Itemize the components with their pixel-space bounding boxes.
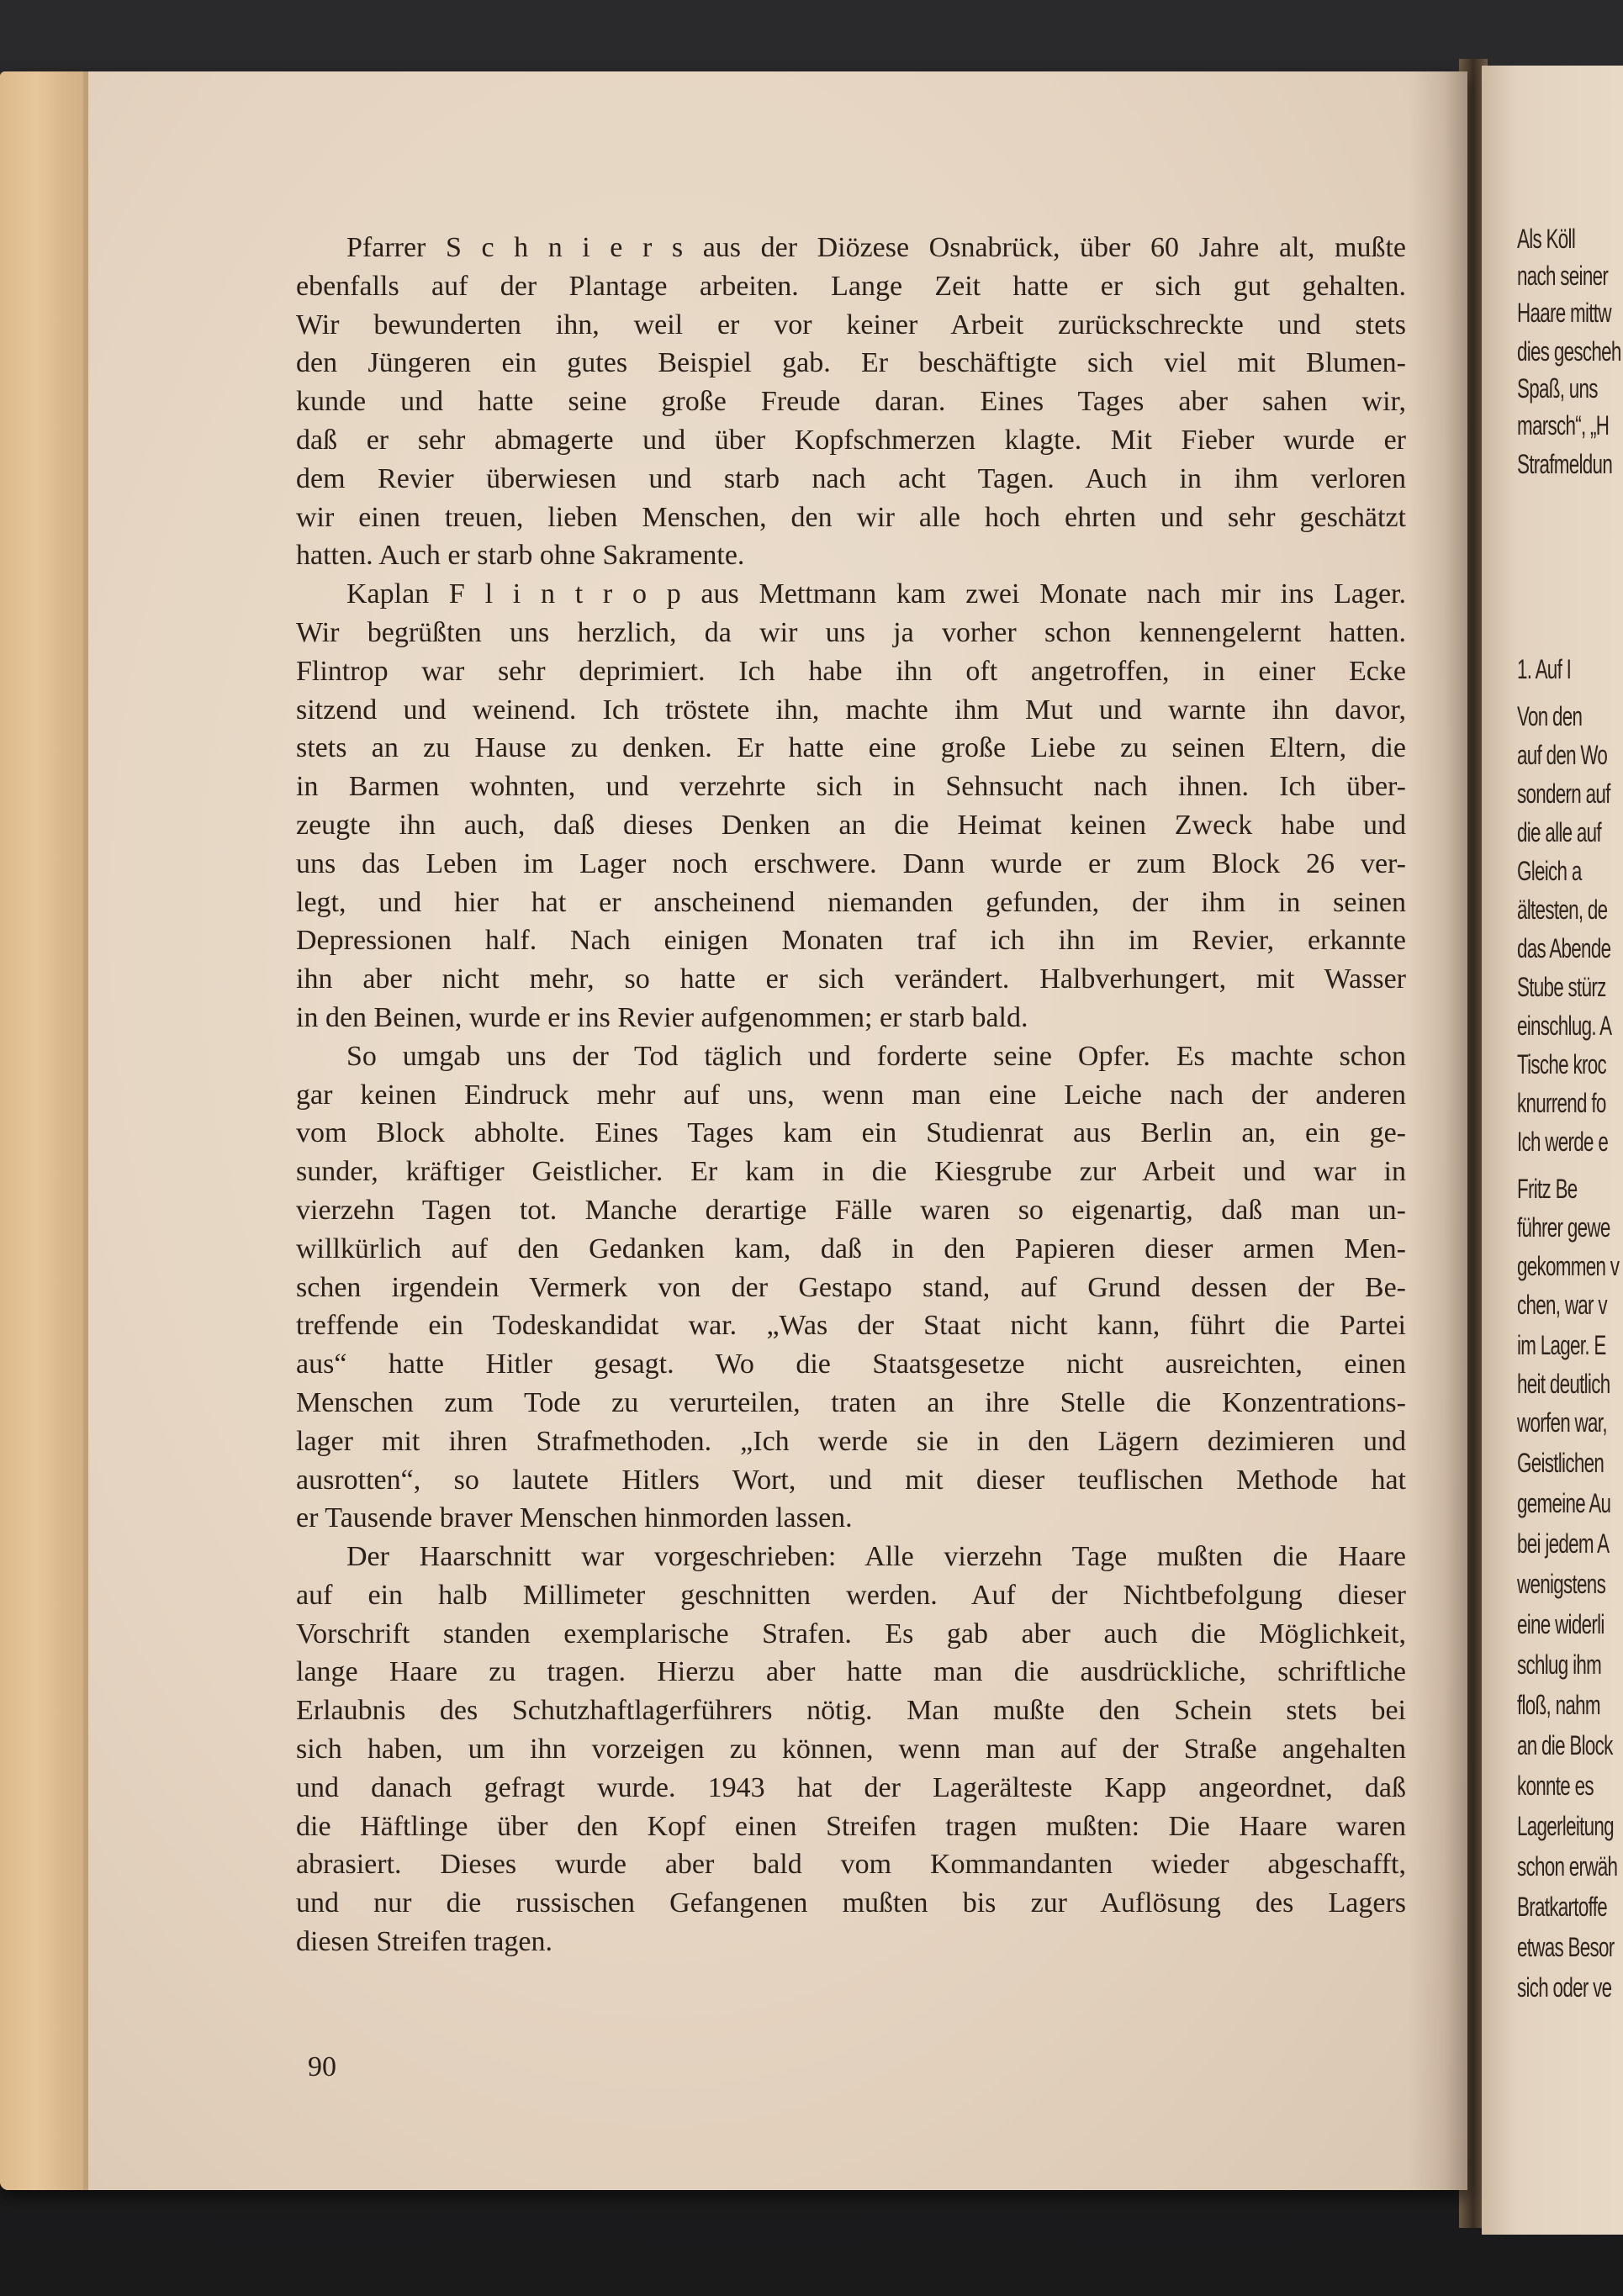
text-line: kunde und hatte seine große Freude daran. Eines Tages aber sahen wir, bbox=[296, 386, 1406, 418]
facing-page-line: im Lager. E bbox=[1517, 1330, 1606, 1360]
facing-page-line: sondern auf bbox=[1517, 779, 1610, 809]
facing-page-line: marsch“, „H bbox=[1517, 410, 1610, 441]
text-line: So umgab uns der Tod täglich und forderte seine Opfer. Es machte schon bbox=[346, 1040, 1406, 1072]
text-line: aus“ hatte Hitler gesagt. Wo die Staatsgesetze nicht ausreichten, einen bbox=[296, 1349, 1406, 1380]
facing-page-line: die alle auf bbox=[1517, 817, 1601, 847]
facing-page-line: Von den bbox=[1517, 701, 1583, 731]
text-line: sich haben, um ihn vorzeigen zu können, wenn man auf der Straße angehalten bbox=[296, 1734, 1406, 1766]
text-line: schen irgendein Vermerk von der Gestapo stand, auf Grund dessen der Be- bbox=[296, 1271, 1406, 1303]
facing-page-line: an die Block bbox=[1517, 1730, 1613, 1760]
facing-page-line: wenigstens bbox=[1517, 1569, 1606, 1599]
text-line: Wir bewunderten ihn, weil er vor keiner Arbeit zurückschreckte und stets bbox=[296, 309, 1406, 340]
facing-page-line: auf den Wo bbox=[1517, 740, 1608, 770]
facing-page-line: Geistlichen bbox=[1517, 1448, 1604, 1478]
text-line: Depressionen half. Nach einigen Monaten traf ich ihn im Revier, erkannte bbox=[296, 925, 1406, 957]
text-line: abrasiert. Dieses wurde aber bald vom Kommandanten wieder abgeschafft, bbox=[296, 1849, 1406, 1881]
text-line: daß er sehr abmagerte und über Kopfschmerzen klagte. Mit Fieber wurde er bbox=[296, 424, 1406, 456]
text-line: vom Block abholte. Eines Tages kam ein Studienrat aus Berlin an, ein ge- bbox=[296, 1117, 1406, 1149]
gutter-shadow bbox=[1409, 71, 1467, 2190]
text-line: uns das Leben im Lager noch erschwere. Dann wurde er zum Block 26 ver- bbox=[296, 847, 1406, 879]
text-line: und nur die russischen Gefangenen mußten bis zur Auflösung des Lagers bbox=[296, 1887, 1406, 1919]
text-line: lager mit ihren Strafmethoden. „Ich werde sie in den Lägern dezimieren und bbox=[296, 1425, 1406, 1457]
text-line: die Häftlinge über den Kopf einen Streifen tragen mußten: Die Haare waren bbox=[296, 1810, 1406, 1842]
facing-page bbox=[1482, 66, 1623, 2235]
facing-page-line: Fritz Be bbox=[1517, 1174, 1578, 1204]
facing-page-line: 1. Auf I bbox=[1517, 654, 1572, 684]
text-line: ihn aber nicht mehr, so hatte er sich verändert. Halbverhungert, mit Wasser bbox=[296, 963, 1406, 995]
facing-page-line: führer gewe bbox=[1517, 1212, 1610, 1243]
facing-page-line: knurrend fo bbox=[1517, 1088, 1606, 1118]
text-line: dem Revier überwiesen und starb nach acht Tagen. Auch in ihm verloren bbox=[296, 462, 1406, 494]
text-line: ebenfalls auf der Plantage arbeiten. Lange Zeit hatte er sich gut gehalten. bbox=[296, 270, 1406, 302]
text-line: stets an zu Hause zu denken. Er hatte eine große Liebe zu seinen Eltern, die bbox=[296, 732, 1406, 764]
facing-page-line: Tische kroc bbox=[1517, 1049, 1606, 1079]
facing-page-line: Gleich a bbox=[1517, 856, 1582, 886]
text-line: zeugte ihn auch, daß dieses Denken an die Heimat keinen Zweck habe und bbox=[296, 809, 1406, 841]
text-line: auf ein halb Millimeter geschnitten werden. Auf der Nichtbefolgung dieser bbox=[296, 1579, 1406, 1611]
text-line: Menschen zum Tode zu verurteilen, traten an ihre Stelle die Konzentrations- bbox=[296, 1386, 1406, 1418]
text-line: lange Haare zu tragen. Hierzu aber hatte man die ausdrückliche, schriftliche bbox=[296, 1656, 1406, 1688]
text-line: treffende ein Todeskandidat war. „Was der Staat nicht kann, führt die Partei bbox=[296, 1310, 1406, 1342]
text-line: Flintrop war sehr deprimiert. Ich habe ihn oft angetroffen, in einer Ecke bbox=[296, 655, 1406, 687]
text-line: Kaplan F l i n t r o p aus Mettmann kam zwei Monate nach mir ins Lager. bbox=[346, 578, 1406, 610]
text-line: und danach gefragt wurde. 1943 hat der Lagerälteste Kapp angeordnet, daß bbox=[296, 1771, 1406, 1803]
text-line: in Barmen wohnten, und verzehrte sich in Sehnsucht nach ihnen. Ich über- bbox=[296, 771, 1406, 803]
text-line: ausrotten“, so lautete Hitlers Wort, und mit dieser teuflischen Methode hat bbox=[296, 1464, 1406, 1496]
text-line: diesen Streifen tragen. bbox=[296, 1926, 552, 1958]
facing-page-line: Spaß, uns bbox=[1517, 373, 1598, 404]
facing-page-line: heit deutlich bbox=[1517, 1369, 1610, 1399]
text-line: er Tausende braver Menschen hinmorden lassen. bbox=[296, 1502, 853, 1534]
page-number: 90 bbox=[308, 2051, 336, 2082]
facing-page-line: Stube stürz bbox=[1517, 972, 1606, 1002]
text-line: sunder, kräftiger Geistlicher. Er kam in die Kiesgrube zur Arbeit und war in bbox=[296, 1156, 1406, 1188]
text-line: sitzend und weinend. Ich tröstete ihn, machte ihm Mut und warnte ihn davor, bbox=[296, 694, 1406, 726]
text-line: hatten. Auch er starb ohne Sakramente. bbox=[296, 540, 745, 572]
facing-page-line: bei jedem A bbox=[1517, 1528, 1610, 1559]
facing-page-line: Haare mittw bbox=[1517, 298, 1611, 328]
facing-page-line: Lagerleitung bbox=[1517, 1811, 1614, 1841]
facing-page-line: Bratkartoffe bbox=[1517, 1892, 1607, 1922]
text-line: wir einen treuen, lieben Menschen, den wir alle hoch ehrten und sehr geschätzt bbox=[296, 501, 1406, 533]
facing-page-line: eine widerli bbox=[1517, 1609, 1604, 1639]
text-line: Wir begrüßten uns herzlich, da wir uns ja vorher schon kennengelernt hatten. bbox=[296, 616, 1406, 648]
facing-page-line: schon erwäh bbox=[1517, 1851, 1618, 1882]
facing-page-line: Ich werde e bbox=[1517, 1127, 1609, 1157]
facing-page-line: ältesten, de bbox=[1517, 895, 1608, 925]
page-edge bbox=[0, 71, 88, 2190]
text-line: willkürlich auf den Gedanken kam, daß in den Papieren dieser armen Men- bbox=[296, 1232, 1406, 1264]
page-text bbox=[296, 229, 1406, 1961]
facing-page-line: etwas Besor bbox=[1517, 1932, 1615, 1962]
facing-page-line: gemeine Au bbox=[1517, 1488, 1611, 1518]
facing-page-line: Als Köll bbox=[1517, 224, 1576, 254]
facing-page-line: sich oder ve bbox=[1517, 1972, 1612, 2003]
text-line: legt, und hier hat er anscheinend niemanden gefunden, der ihm in seinen bbox=[296, 886, 1406, 918]
facing-page-line: schlug ihm bbox=[1517, 1649, 1602, 1680]
facing-page-line: worfen war, bbox=[1517, 1407, 1607, 1438]
text-line: vierzehn Tagen tot. Manche derartige Fälle waren so eigenartig, daß man un- bbox=[296, 1194, 1406, 1226]
text-line: Vorschrift standen exemplarische Strafen. Es gab aber auch die Möglichkeit, bbox=[296, 1618, 1406, 1649]
text-line: gar keinen Eindruck mehr auf uns, wenn man eine Leiche nach der anderen bbox=[296, 1079, 1406, 1111]
text-line: Der Haarschnitt war vorgeschrieben: Alle vierzehn Tage mußten die Haare bbox=[346, 1541, 1406, 1573]
facing-page-line: Strafmeldun bbox=[1517, 449, 1613, 479]
facing-page-line: floß, nahm bbox=[1517, 1690, 1600, 1720]
text-line: Pfarrer S c h n i e r s aus der Diözese Osnabrück, über 60 Jahre alt, mußte bbox=[346, 232, 1406, 263]
facing-page-line: nach seiner bbox=[1517, 261, 1609, 291]
facing-page-line: chen, war v bbox=[1517, 1290, 1607, 1320]
facing-page-line: das Abende bbox=[1517, 933, 1611, 963]
text-line: Erlaubnis des Schutzhaftlagerführers nötig. Man mußte den Schein stets bei bbox=[296, 1695, 1406, 1727]
facing-page-line: gekommen v bbox=[1517, 1251, 1620, 1281]
facing-page-line: konnte es bbox=[1517, 1771, 1594, 1801]
facing-page-line: einschlug. A bbox=[1517, 1011, 1612, 1041]
text-line: den Jüngeren ein gutes Beispiel gab. Er beschäftigte sich viel mit Blumen- bbox=[296, 347, 1406, 379]
facing-page-line: dies gescheh bbox=[1517, 336, 1621, 367]
text-line: in den Beinen, wurde er ins Revier aufgenommen; er starb bald. bbox=[296, 1001, 1028, 1033]
